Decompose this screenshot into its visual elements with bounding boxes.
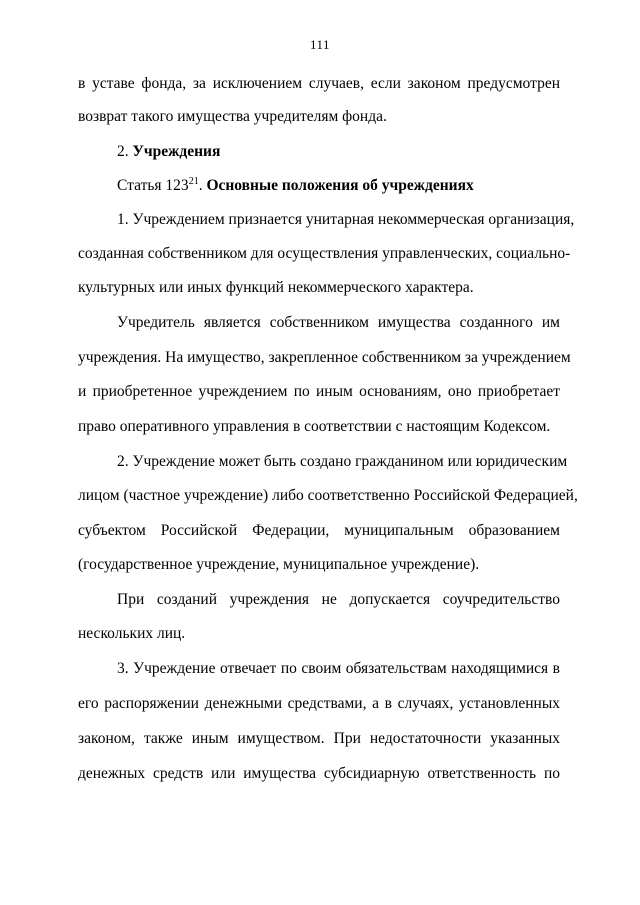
text-line: 2. Учреждение может быть создано гражданином или юридическим [117, 453, 568, 470]
article-dot: . [198, 177, 203, 194]
section-heading [117, 142, 560, 162]
text-line: возврат такого имущества учредителям фонда. [78, 108, 387, 125]
text-line: право оперативного управления в соответствии с настоящим Кодексом. [78, 418, 551, 435]
text-line: 1. Учреждением признается унитарная некоммерческая организация, [117, 211, 575, 228]
text-line: нескольких лиц. [78, 625, 186, 642]
text-line: денежных средств или имущества субсидиарную ответственность по [78, 765, 560, 782]
text-line: субъектом Российской Федерации, муниципальным образованием [78, 522, 560, 539]
text-line: созданная собственником для осуществления управленческих, социально- [78, 245, 571, 262]
text-line: культурных или иных функций некоммерческого характера. [78, 279, 474, 296]
article-prefix: Статья 123 [117, 177, 189, 194]
text-line: законом, также иным имуществом. При недостаточности указанных [78, 730, 560, 747]
text-line: и приобретенное учреждением по иным основаниям, оно приобретает [78, 383, 560, 400]
text-line: лицом (частное учреждение) либо соответственно Российской Федерацией, [78, 487, 578, 504]
text-line: (государственное учреждение, муниципальное учреждение). [78, 556, 480, 573]
text-line: учреждения. На имущество, закрепленное собственником за учреждением [78, 349, 571, 366]
article-title: Основные положения об учреждениях [206, 177, 474, 194]
page-number: 111 [309, 37, 331, 52]
text-line: Учредитель является собственником имущества созданного им [117, 314, 560, 331]
text-line: При созданий учреждения не допускается соучредительство [117, 591, 560, 608]
section-number: 2. [117, 143, 129, 160]
section-title: Учреждения [132, 143, 221, 160]
article-superscript: 21 [188, 176, 199, 187]
text-line: 3. Учреждение отвечает по своим обязательствам находящимися в [117, 660, 560, 677]
article-heading [117, 176, 560, 196]
text-line: его распоряжении денежными средствами, а в случаях, установленных [78, 695, 560, 712]
text-line: в уставе фонда, за исключением случаев, если законом предусмотрен [78, 75, 560, 92]
